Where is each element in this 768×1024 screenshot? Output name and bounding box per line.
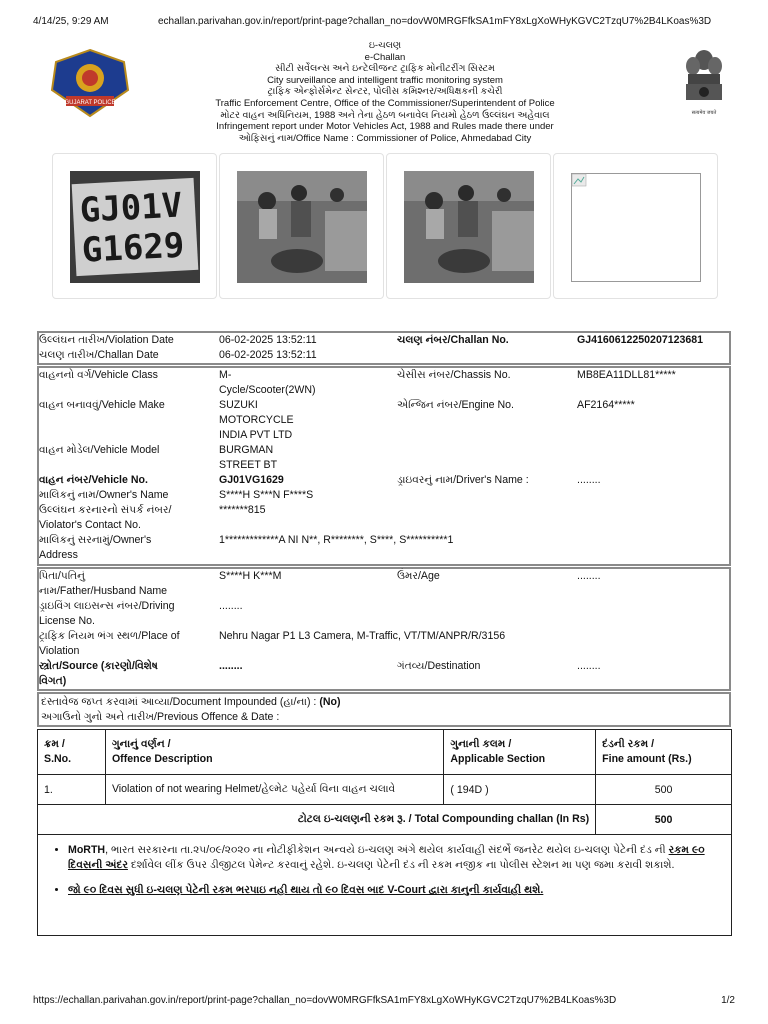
impound-block (41, 695, 341, 725)
col-header: Fine amount (Rs.) (602, 753, 692, 765)
place-label: Violation (39, 645, 80, 657)
offence-sno: 1. (38, 775, 106, 805)
header-line: ઓફિસનું નામ/Office Name : Commissioner of Police, Ahmedabad City (238, 132, 532, 144)
logo-text: GUJARAT POLICE (64, 100, 116, 106)
father-name-label: નામ/Father/Husband Name (39, 585, 168, 597)
vehicle-no-label: વાહન નંબર/Vehicle No. (39, 474, 148, 486)
national-emblem-icon (680, 44, 728, 120)
vehicle-make-line: INDIA PVT LTD (219, 429, 293, 441)
owner-address-label: માલિકનું સરનામું/Owner's (39, 534, 152, 546)
source-label: વિગત) (39, 675, 67, 687)
note-text: , ભારત સરકારના તા.૨૫/૦૯/૨૦૨૦ ના નોટીફીકેશન અન્વયે ઇ-ચલણ અંગે થયેલ કાર્યવાહી સંદર્ભે જનરેટ થયેલ ઇ-ચલણ પેટેની દંડ ની (105, 844, 666, 856)
note-morth: MoRTH (68, 844, 106, 856)
violation-date: 06-02-2025 13:52:11 (219, 334, 317, 346)
total-label: ટોટલ ઇ-ચલણની રકમ રૂ. / Total Compounding challan (In Rs) (38, 805, 596, 835)
destination: ........ (577, 660, 601, 672)
vehicle-class-line: Cycle/Scooter(2WN) (219, 384, 316, 396)
document-impounded-value: (No) (319, 696, 341, 708)
header-line: ઇ-ચલણ (368, 40, 402, 51)
vehicle-no: GJ01VG1629 (219, 474, 284, 486)
page-number: 1/2 (721, 995, 735, 1006)
col-header: ક્રમ / (44, 738, 65, 750)
chassis-label: ચેસીસ નંબર/Chassis No. (397, 369, 511, 381)
father-name: S****H K***M (219, 570, 282, 582)
print-url: echallan.parivahan.gov.in/report/print-page?challan_no=dovW0MRGFfkSA1mFY8xLgXoWHyKGVC2TzqU7%2B4LKoas%3D (158, 16, 712, 27)
note-item (68, 883, 731, 898)
engine-no: AF2164***** (577, 399, 635, 411)
col-header: ગુનાની કલમ / (450, 738, 512, 750)
owner-address: 1*************A NI N**, R********, S****, S**********1 (219, 534, 454, 546)
source-label: સ્ત્રોત/Source (કારણો/વિશેષ (39, 660, 158, 672)
source: ........ (219, 660, 243, 672)
vehicle-make-line: MOTORCYCLE (219, 414, 294, 426)
offence-fine: 500 (596, 775, 732, 805)
note-vcourt: જો ૯૦ દિવસ સુધી ઇ-ચલણ પેટેની રકમ ભરપાઇ નહી થાય તો ૯૦ દિવસ બાદ V-Court દ્વારા કાનુની કાર્યવાહી થશે. (68, 884, 544, 896)
owner-address-label: Address (39, 549, 78, 561)
number-plate-photo (52, 153, 217, 299)
license-label: License No. (39, 615, 95, 627)
chassis-no: MB8EA11DLL81***** (577, 369, 676, 381)
challan-date-label: ચલણ તારીખ/Challan Date (39, 349, 159, 361)
header-line: મોટર વાહન અધિનિયમ, 1988 અને તેના હેઠળ બનાવેલ નિયમો હેઠળ ઉલ્લંઘન અહેવાલ (220, 109, 550, 121)
destination-label: ગંતવ્ય/Destination (397, 660, 481, 672)
age: ........ (577, 570, 601, 582)
total-row (38, 805, 732, 835)
contact-label: ઉલ્લંઘન કરનારનો સંપર્ક નંબર/ (39, 504, 172, 516)
vehicle-class-label: વાહનનો વર્ગ/Vehicle Class (39, 369, 158, 381)
person-table (37, 569, 731, 689)
previous-offence-label: અગાઉનો ગુનો અને તારીખ/Previous Offence & Date : (41, 711, 280, 723)
document-impounded-label: દસ્તાવેજ જપ્ત કરવામાં આવ્યા/Document Impounded (હા/ના) : (41, 696, 317, 708)
total-amount: 500 (596, 805, 732, 835)
offence-table-header (38, 730, 732, 775)
col-header: ગુનાનું વર્ણન / (111, 738, 171, 750)
violation-photo-1 (219, 153, 384, 299)
vehicle-class-line: M- (219, 369, 232, 381)
plate-text-top: GJ01V (78, 185, 184, 231)
emblem-motto: सत्यमेव जयते (691, 110, 717, 116)
contact-label: Violator's Contact No. (39, 519, 141, 531)
driver-name-label: ડ્રાઇવરનું નામ/Driver's Name : (397, 474, 529, 486)
engine-label: એન્જિન નંબર/Engine No. (397, 399, 514, 411)
challan-date: 06-02-2025 13:52:11 (219, 349, 317, 361)
owner-name: S****H S***N F****S (219, 489, 314, 501)
payment-notes (37, 834, 732, 936)
report-header (140, 40, 630, 144)
col-header: દંડની રકમ / (602, 738, 655, 750)
gujarat-police-logo (48, 48, 132, 118)
offence-section: ( 194D ) (444, 775, 596, 805)
vehicle-table (37, 368, 731, 563)
vehicle-model-line: BURGMAN (219, 444, 274, 456)
broken-image-placeholder (553, 153, 718, 299)
violation-table (37, 333, 731, 363)
violation-photo-2 (386, 153, 551, 299)
header-line: e-Challan (364, 51, 406, 63)
col-header: S.No. (44, 753, 72, 765)
footer-url: https://echallan.parivahan.gov.in/report/print-page?challan_no=dovW0MRGFfkSA1mFY8xLgXoWHyKGVC2TzqU7%2B4LKoas%3D (33, 995, 617, 1006)
vehicle-make-label: વાહન બનાવવું/Vehicle Make (39, 399, 165, 411)
license-no: ........ (219, 600, 243, 612)
owner-name-label: માલિકનું નામ/Owner's Name (39, 489, 169, 501)
vehicle-make-line: SUZUKI (219, 399, 258, 411)
challan-no: GJ4160612250207123681 (577, 334, 704, 346)
table-row (38, 775, 732, 805)
evidence-photos (52, 153, 718, 299)
col-header: Offence Description (111, 753, 213, 765)
license-label: ડ્રાઇવિંગ લાઇસન્સ નંબર/Driving (39, 600, 175, 612)
note-underline: રકમ ૯૦ દિવસની અંદર (68, 844, 705, 871)
age-label: ઉંમર/Age (397, 570, 440, 582)
contact-no: *******815 (219, 504, 266, 516)
plate-text-bottom: G1629 (80, 225, 186, 271)
header-line: Traffic Enforcement Centre, Office of the Commissioner/Superintendent of Police (215, 97, 555, 109)
challan-no-label: ચલણ નંબર/Challan No. (397, 334, 509, 346)
print-datetime: 4/14/25, 9:29 AM (33, 16, 109, 27)
header-line: Infringement report under Motor Vehicles Act, 1988 and Rules made there under (216, 121, 554, 133)
offence-table (37, 729, 732, 835)
offence-description: Violation of not wearing Helmet/હેલ્મેટ પહેર્યા વિના વાહન ચલાવે (105, 775, 443, 805)
vehicle-model-line: STREET BT (219, 459, 278, 471)
note-tail: દર્શાવેલ લીંક ઉપર ડીજીટલ પેમેન્ટ કરવાનું રહેશે. ઇ-ચલણ પેટેની દંડ ની રકમ નજીક ના પોલીસ સ્ટેશન મા પણ જમા કરાવી શકાશે. (127, 859, 675, 871)
violation-date-label: ઉલ્લંઘન તારીખ/Violation Date (39, 334, 174, 346)
header-line: City surveillance and intelligent traffic monitoring system (267, 74, 503, 86)
col-header: Applicable Section (450, 753, 546, 765)
header-line: ટ્રાફિક એન્ફોર્સમેન્ટ સેન્ટર, પોલીસ કમિશ્નર/અધિક્ષકની કચેરી (267, 86, 503, 98)
header-line: સીટી સર્વેલન્સ અને ઇન્ટેલીજન્ટ ટ્રાફિક મોનીટરીંગ સિસ્ટમ (275, 63, 495, 75)
vehicle-model-label: વાહન મોડેલ/Vehicle Model (39, 444, 160, 456)
note-item (68, 843, 731, 873)
place-of-violation: Nehru Nagar P1 L3 Camera, M-Traffic, VT/TM/ANPR/R/3156 (219, 630, 506, 642)
father-name-label: પિતા/પતિનું (39, 570, 86, 582)
driver-name: ........ (577, 474, 601, 486)
place-label: ટ્રાફિક નિયમ ભંગ સ્થળ/Place of (39, 630, 180, 642)
